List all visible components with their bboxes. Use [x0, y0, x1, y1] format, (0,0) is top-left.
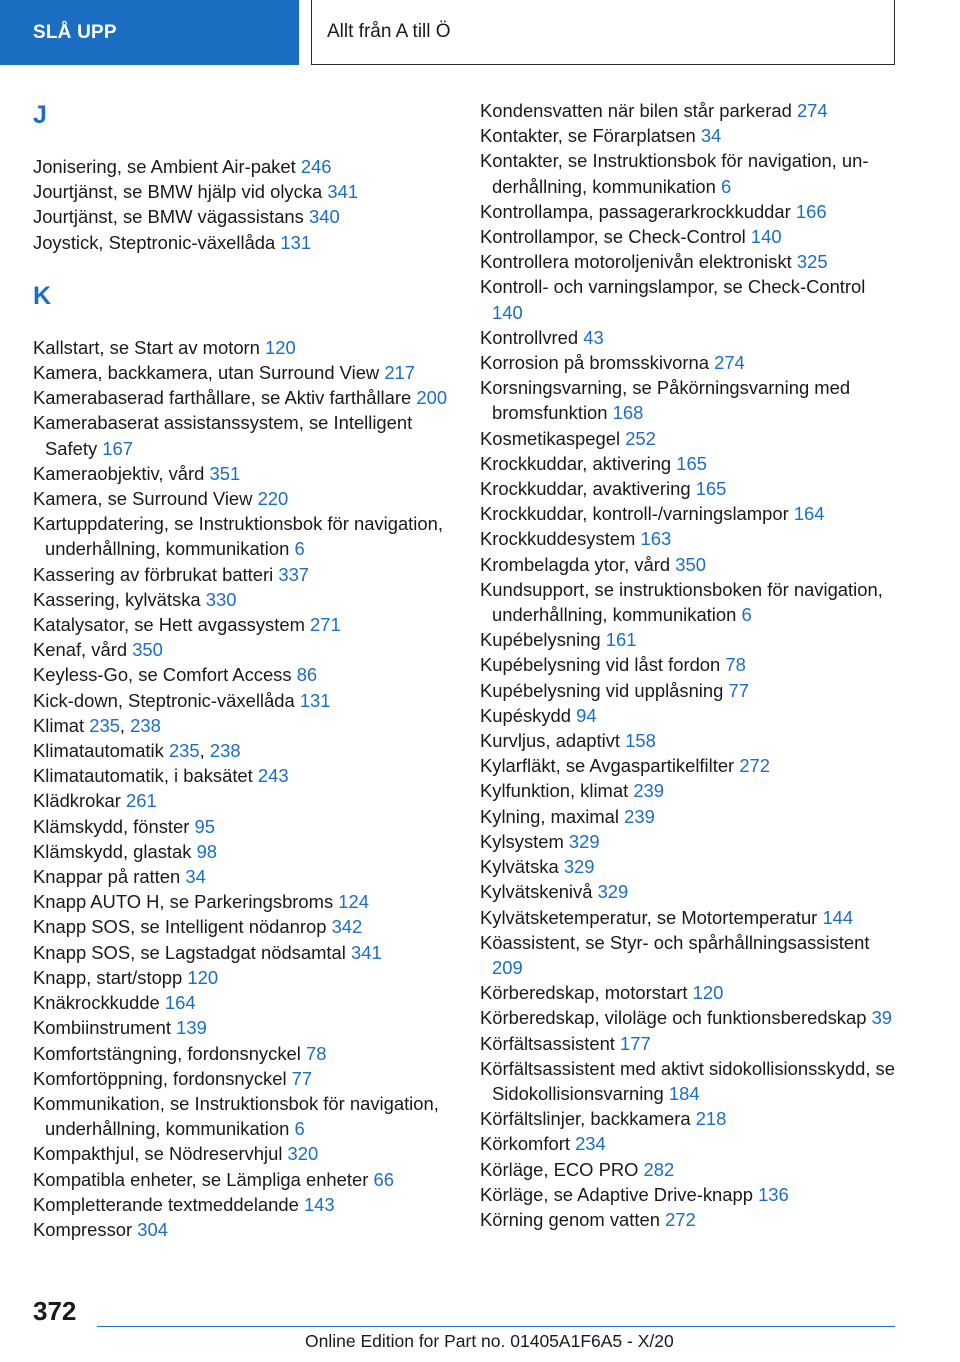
index-entry	[480, 249, 895, 274]
index-entry	[33, 587, 453, 612]
index-entry: Klimat 235, 238	[33, 714, 161, 736]
page-reference-link[interactable]: 350	[675, 553, 706, 575]
page-reference-link[interactable]: 77	[728, 679, 749, 701]
section-tab-sla-upp[interactable]: SLÅ UPP	[0, 0, 299, 65]
index-entry	[480, 778, 895, 803]
page-reference-link[interactable]: 329	[568, 830, 600, 852]
page-reference-link[interactable]: 6	[294, 538, 305, 560]
index-entry-text: Körberedskap, motorstart	[480, 982, 688, 1004]
page-reference-link[interactable]: 131	[299, 689, 331, 711]
index-entry: Klimatautomatik 235, 238	[33, 740, 241, 762]
page-reference-link[interactable]: 34	[700, 125, 722, 147]
index-entry	[480, 980, 895, 1005]
index-entry	[33, 914, 453, 939]
index-entry-text: Kylvätskenivå	[480, 881, 593, 903]
page-reference-link[interactable]: 252	[625, 427, 656, 449]
index-entry	[33, 788, 453, 813]
page-reference-link[interactable]: 342	[331, 916, 363, 938]
index-entry-text: Körberedskap, viloläge och funktionsberedskap	[480, 1007, 867, 1029]
page-reference-link[interactable]: 320	[287, 1143, 319, 1165]
page-reference-link[interactable]: 120	[265, 336, 296, 358]
index-entry-text: Knapp SOS, se Intelligent nödanrop	[33, 916, 327, 938]
page-reference-link[interactable]: 168	[612, 402, 644, 424]
index-entry-text: Kylarfläkt, se Avgaspartikelfilter	[480, 755, 735, 777]
index-entry	[480, 148, 895, 198]
page-reference-link[interactable]: 43	[583, 326, 604, 348]
index-entry-text: Knapp, start/stopp	[33, 966, 183, 988]
index-entry-text: Kameraobjektiv, vård	[33, 462, 205, 484]
index-entry	[480, 375, 895, 425]
page-reference-link[interactable]: 184	[668, 1082, 700, 1104]
index-entry-text: Körfältsassistent med aktivt sidokollisionsskydd, se Sidokollisionsvarning	[480, 1057, 895, 1104]
page-reference-link[interactable]: 6	[741, 604, 752, 626]
index-entry-text: Kompatibla enheter, se Lämpliga enheter	[33, 1168, 369, 1190]
page-reference-link[interactable]: 167	[102, 437, 133, 459]
index-entry	[480, 1131, 895, 1156]
index-entry	[33, 637, 453, 662]
index-entry	[480, 1207, 895, 1232]
page-reference-link[interactable]: 329	[563, 856, 595, 878]
index-entry	[480, 1031, 895, 1056]
index-entry	[33, 1066, 453, 1091]
index-entry	[480, 905, 895, 930]
index-entry-text: Kompakthjul, se Nödreservhjul	[33, 1143, 283, 1165]
index-entry	[480, 526, 895, 551]
index-entry	[480, 804, 895, 829]
page-reference-link[interactable]: 238	[130, 714, 161, 736]
index-entry-text: Klimatautomatik	[33, 740, 164, 762]
page-reference-link[interactable]: 274	[714, 352, 745, 374]
page-title: Allt från A till Ö	[311, 0, 895, 65]
index-entry-text: Klämskydd, glastak	[33, 840, 192, 862]
page-reference-link[interactable]: 139	[176, 1017, 207, 1039]
index-entry-text: Kylfunktion, klimat	[480, 780, 629, 802]
index-entry-text: Kontroll- och varningslampor, se Check-Control	[480, 276, 866, 298]
index-entry-text: Knäkrockkudde	[33, 992, 160, 1014]
index-entry	[480, 98, 895, 123]
index-entry	[480, 1182, 895, 1207]
page-reference-link[interactable]: 86	[296, 664, 318, 686]
index-entry-text: Klimat	[33, 714, 85, 736]
index-entry-text: Kassering, kylvätska	[33, 588, 201, 610]
index-entry	[480, 753, 895, 778]
page-reference-link[interactable]: 337	[278, 563, 310, 585]
index-entry-text: Kylsystem	[480, 830, 564, 852]
index-entry-text: Kosmetikaspegel	[480, 427, 621, 449]
index-entry-text: Klädkrokar	[33, 790, 121, 812]
page-reference-link[interactable]: 78	[725, 654, 746, 676]
page-reference-link[interactable]: 238	[209, 740, 241, 762]
index-entry	[33, 385, 453, 410]
page-reference-link[interactable]: 131	[280, 231, 312, 253]
index-entry-text: Kassering av förbrukat batteri	[33, 563, 274, 585]
page-reference-link[interactable]: 143	[303, 1193, 335, 1215]
page-reference-link[interactable]: 165	[676, 452, 707, 474]
index-entry	[33, 1217, 453, 1242]
index-entry-text: Korrosion på bromsskivorna	[480, 352, 709, 374]
page-reference-link[interactable]: 239	[624, 805, 655, 827]
index-entry-text: Keyless-Go, se Comfort Access	[33, 664, 292, 686]
page-reference-link[interactable]: 330	[205, 588, 237, 610]
index-entry	[480, 274, 895, 324]
page-reference-link[interactable]: 271	[310, 614, 341, 636]
page-reference-link[interactable]: 94	[576, 704, 597, 726]
page-reference-link[interactable]: 218	[695, 1108, 727, 1130]
page-reference-link[interactable]: 120	[692, 982, 724, 1004]
index-letter-heading: J	[33, 101, 47, 129]
index-entry	[480, 476, 895, 501]
index-entry	[480, 879, 895, 904]
index-entry-text: Kondensvatten när bilen står parkerad	[480, 100, 792, 121]
page-reference-link[interactable]: 124	[338, 891, 369, 913]
index-entry	[480, 325, 895, 350]
page-reference-link[interactable]: 325	[796, 251, 828, 273]
page-reference-link[interactable]: 274	[796, 100, 828, 121]
index-entry-text: Knapp AUTO H, se Parkeringsbroms	[33, 891, 334, 913]
index-entry	[33, 154, 453, 179]
index-entry-text: Kombiinstrument	[33, 1017, 171, 1039]
page-reference-link[interactable]: 200	[416, 387, 448, 409]
page-reference-link[interactable]: 140	[492, 301, 523, 323]
index-entry-text: Joystick, Steptronic-växellåda	[33, 231, 276, 253]
page-reference-link[interactable]: 158	[625, 730, 656, 752]
index-entry-text: Kallstart, se Start av motorn	[33, 336, 260, 358]
index-entry-text: Kompressor	[33, 1218, 133, 1240]
index-entry-text: Kontakter, se Förarplatsen	[480, 125, 696, 147]
index-entry-text: Körfältslinjer, backkamera	[480, 1108, 691, 1130]
page-reference-link[interactable]: 164	[164, 992, 196, 1014]
index-entry-text: Kontrollera motoroljenivån elektroniskt	[480, 251, 792, 273]
index-entry	[480, 577, 895, 627]
index-entry	[33, 1141, 453, 1166]
index-entry	[33, 814, 453, 839]
index-entry	[480, 1056, 895, 1106]
index-entry-text: Kamerabaserat assistanssystem, se Intelligent Safety	[33, 412, 413, 459]
index-entry-text: Kick-down, Steptronic-växellåda	[33, 689, 295, 711]
index-entry-text: Kupéskydd	[480, 704, 571, 726]
page-reference-link[interactable]: 220	[257, 488, 289, 510]
index-entry	[480, 501, 895, 526]
index-entry-text: Köassistent, se Styr- och spårhållningsassistent	[480, 931, 870, 953]
index-entry	[33, 486, 453, 511]
page-reference-link[interactable]: 235	[89, 714, 120, 736]
index-entry-text: Kompletterande textmeddelande	[33, 1193, 299, 1215]
page-reference-link[interactable]: 98	[196, 840, 218, 862]
index-entry	[33, 204, 453, 229]
index-entry	[33, 1015, 453, 1040]
page-reference-link[interactable]: 78	[305, 1042, 327, 1064]
page-reference-link[interactable]: 329	[597, 881, 629, 903]
index-entry	[480, 678, 895, 703]
index-entry-text: Kontrollampor, se Check-Control	[480, 226, 746, 248]
page-reference-link[interactable]: 341	[350, 941, 382, 963]
index-entry	[480, 426, 895, 451]
footer-divider	[97, 1326, 895, 1327]
index-entry	[33, 763, 453, 788]
page-reference-link[interactable]: 350	[132, 639, 163, 661]
index-entry	[33, 511, 453, 561]
index-entry-text: Kupébelysning vid låst fordon	[480, 654, 721, 676]
index-letter-heading: K	[33, 281, 52, 310]
page-reference-link[interactable]: 351	[209, 462, 241, 484]
index-entry-text: Körkomfort	[480, 1133, 570, 1155]
page-reference-link[interactable]: 340	[308, 206, 340, 228]
index-entry-text: Jourtjänst, se BMW hjälp vid olycka	[33, 181, 323, 203]
index-column-right	[480, 98, 895, 1232]
page-reference-link[interactable]: 177	[620, 1032, 651, 1054]
page-reference-link[interactable]: 217	[384, 362, 416, 384]
index-entry-text: Kundsupport, se instruktionsboken för navigation, underhållning, kommunikation	[480, 578, 883, 626]
index-entry-text: Körläge, se Adaptive Drive-knapp	[480, 1183, 753, 1205]
index-entry	[480, 199, 895, 224]
index-entry-text: Krockkuddesystem	[480, 528, 636, 550]
index-entry-text: Kontakter, se Instruktionsbok för navigation, underhållning, kommunikation	[480, 150, 869, 197]
footer-edition-text: Online Edition for Part no. 01405A1F6A5 - X/20	[305, 1331, 674, 1351]
index-entry-text: Knappar på ratten	[33, 866, 181, 888]
page-reference-link[interactable]: 235	[168, 740, 200, 762]
page-reference-link[interactable]: 66	[373, 1168, 394, 1190]
page-reference-link[interactable]: 272	[739, 755, 770, 777]
index-entry-text: Kamerabaserad farthållare, se Aktiv farthållare	[33, 387, 412, 409]
index-entry	[33, 179, 453, 204]
index-entry-text: Jonisering, se Ambient Air-paket	[33, 156, 296, 177]
index-entry	[33, 889, 453, 914]
index-entry	[33, 965, 453, 990]
index-entry-text: Kylvätsketemperatur, se Motortemperatur	[480, 906, 818, 928]
page-reference-link[interactable]: 39	[871, 1007, 893, 1029]
index-entry-text: Komfortöppning, fordonsnyckel	[33, 1067, 287, 1089]
page-number: 372	[33, 1296, 77, 1326]
index-entry	[33, 410, 453, 460]
index-entry-text: Kontrollvred	[480, 326, 579, 348]
index-entry	[33, 1041, 453, 1066]
page-reference-link[interactable]: 95	[194, 815, 215, 837]
index-entry	[480, 854, 895, 879]
index-entry-text: Klimatautomatik, i baksätet	[33, 765, 253, 787]
index-entry-text: Krockkuddar, avaktivering	[480, 478, 691, 500]
page-reference-link[interactable]: 261	[126, 790, 157, 812]
index-entry	[480, 1005, 895, 1030]
index-entry	[33, 230, 453, 255]
index-entry-text: Körning genom vatten	[480, 1208, 660, 1230]
page-reference-link[interactable]: 34	[185, 866, 206, 888]
page-reference-link[interactable]: 239	[633, 780, 665, 802]
index-entry	[33, 940, 453, 965]
page-reference-link[interactable]: 246	[300, 156, 332, 177]
index-entry	[480, 123, 895, 148]
index-entry-text: Katalysator, se Hett avgassystem	[33, 614, 305, 636]
index-entry-text: Kontrollampa, passagerarkrockkuddar	[480, 200, 791, 222]
index-entry	[480, 703, 895, 728]
index-entry-text: Klämskydd, fönster	[33, 815, 190, 837]
page-reference-link[interactable]: 341	[327, 181, 359, 203]
index-entry	[33, 1167, 453, 1192]
page-reference-link[interactable]: 165	[695, 478, 727, 500]
index-entry	[480, 552, 895, 577]
page-reference-link[interactable]: 144	[822, 906, 854, 928]
page-reference-link[interactable]: 6	[721, 175, 732, 197]
page-reference-link[interactable]: 163	[640, 528, 672, 550]
page-reference-link[interactable]: 161	[605, 629, 637, 651]
index-entry	[480, 1157, 895, 1182]
index-entry-text: Krombelagda ytor, vård	[480, 553, 671, 575]
index-entry-text: Kylning, maximal	[480, 805, 619, 827]
index-entry-text: Krockkuddar, kontroll-/varningslampor	[480, 503, 789, 525]
page-reference-link[interactable]: 120	[187, 966, 219, 988]
index-entry-text: Kommunikation, se Instruktionsbok för navigation, underhållning, kommunikation	[33, 1092, 439, 1140]
index-entry	[480, 930, 895, 980]
index-entry	[33, 360, 453, 385]
index-entry	[480, 224, 895, 249]
index-entry	[33, 864, 453, 889]
page-reference-link[interactable]: 6	[294, 1118, 305, 1140]
page-reference-link[interactable]: 140	[750, 226, 782, 248]
index-entry	[480, 829, 895, 854]
index-entry	[33, 1091, 453, 1141]
index-entry-text: Komfortstängning, fordonsnyckel	[33, 1042, 301, 1064]
page-reference-link[interactable]: 243	[257, 765, 289, 787]
index-entry-text: Kylvätska	[480, 856, 559, 878]
index-entry	[33, 461, 453, 486]
page-reference-link[interactable]: 304	[137, 1218, 168, 1240]
page-reference-link[interactable]: 272	[665, 1208, 696, 1230]
index-entry-text: Kurvljus, adaptivt	[480, 730, 621, 752]
index-entry-text: Körfältsassistent	[480, 1032, 615, 1054]
index-entry	[480, 350, 895, 375]
index-entry-text: Kupébelysning	[480, 629, 601, 651]
index-entry-text: Jourtjänst, se BMW vägassistans	[33, 206, 304, 228]
page-reference-link[interactable]: 77	[291, 1067, 313, 1089]
page-reference-link[interactable]: 166	[795, 200, 827, 222]
index-entry-text: Knapp SOS, se Lagstadgat nödsamtal	[33, 941, 346, 963]
index-entry-text: Kartuppdatering, se Instruktionsbok för navigation, underhållning, kommunikation	[33, 513, 443, 560]
page-reference-link[interactable]: 136	[758, 1183, 789, 1205]
index-entry	[33, 839, 453, 864]
index-entry	[33, 335, 453, 360]
page-reference-link[interactable]: 209	[492, 956, 523, 978]
index-entry	[33, 688, 453, 713]
index-entry	[480, 652, 895, 677]
index-entry-text: Körläge, ECO PRO	[480, 1158, 639, 1180]
index-entry	[480, 1106, 895, 1131]
index-entry	[33, 1192, 453, 1217]
page-reference-link[interactable]: 282	[643, 1158, 675, 1180]
index-entry-text: Krockkuddar, aktivering	[480, 452, 672, 474]
index-entry	[33, 990, 453, 1015]
index-entry-text: Kamera, backkamera, utan Surround View	[33, 362, 380, 384]
index-entry-text: Kupébelysning vid upplåsning	[480, 679, 724, 701]
index-entry	[33, 612, 453, 637]
index-entry	[480, 728, 895, 753]
index-entry-text: Kamera, se Surround View	[33, 488, 253, 510]
page-reference-link[interactable]: 234	[575, 1133, 606, 1155]
index-entry	[33, 662, 453, 687]
index-entry-text: Korsningsvarning, se Påkörningsvarning med bromsfunktion	[480, 377, 851, 424]
index-entry	[33, 562, 453, 587]
index-entry	[480, 451, 895, 476]
index-column-left	[33, 98, 453, 1242]
page-reference-link[interactable]: 164	[793, 503, 825, 525]
index-entry-text: Kenaf, vård	[33, 639, 128, 661]
index-entry	[480, 627, 895, 652]
